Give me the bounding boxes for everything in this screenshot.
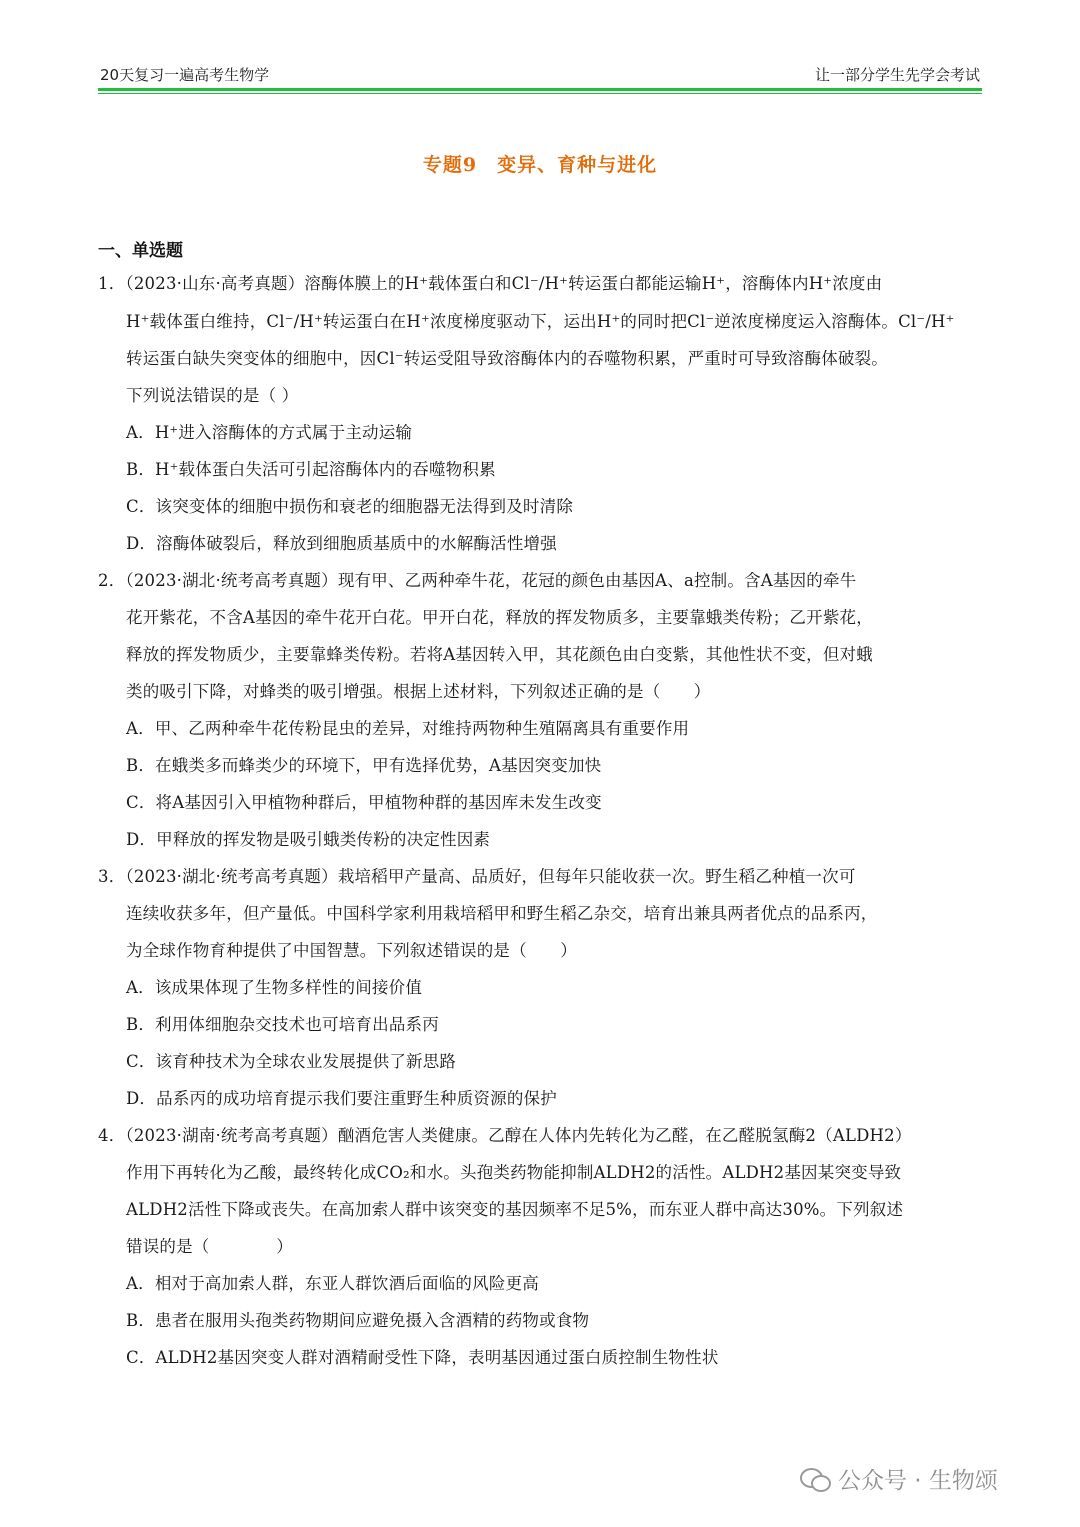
page-title: 专题9 变异、育种与进化 [422,154,658,176]
question-3-option-d: D．品系丙的成功培育提示我们要注重野生种质资源的保护 [126,1089,557,1108]
wechat-icon [800,1466,830,1492]
question-2-option-d: D．甲释放的挥发物是吸引蛾类传粉的决定性因素 [126,830,491,849]
question-4-option-b: B．患者在服用头孢类药物期间应避免摄入含酒精的药物或食物 [126,1311,590,1330]
question-4-line-3: ALDH2活性下降或丧失。在高加索人群中该突变的基因频率不足5%，而东亚人群中高达30%。下列叙述 [126,1200,904,1219]
question-2-option-b: B．在蛾类多而蜂类少的环境下，甲有选择优势，A基因突变加快 [126,756,602,775]
question-1-line-1: 1．（2023·山东·高考真题）溶酶体膜上的H⁺载体蛋白和Cl⁻/H⁺转运蛋白都能运输H⁺，溶酶体内H⁺浓度由 [98,274,883,293]
header-divider [98,88,982,91]
section-heading: 一、单选题 [98,241,183,261]
question-1-option-a: A．H⁺进入溶酶体的方式属于主动运输 [126,423,413,442]
question-2-line-2: 花开紫花，不含A基因的牵牛花开白花。甲开白花，释放的挥发物质多，主要靠蛾类传粉；乙开紫花， [126,608,873,627]
header-divider-thin [98,93,982,94]
question-3-option-c: C．该育种技术为全球农业发展提供了新思路 [126,1052,457,1071]
question-1-line-4: 下列说法错误的是（ ） [126,386,299,405]
question-4-line-4: 错误的是（ ） [126,1237,293,1256]
page-header [98,62,982,90]
question-4-line-2: 作用下再转化为乙酸，最终转化成CO₂和水。头孢类药物能抑制ALDH2的活性。ALDH2基因某突变导致 [126,1163,902,1182]
watermark [800,1462,998,1495]
question-4-line-1: 4．（2023·湖南·统考高考真题）酗酒危害人类健康。乙醇在人体内先转化为乙醛，在乙醛脱氢酶2（ALDH2） [98,1126,912,1145]
header-left-text: 20天复习一遍高考生物学 [100,66,270,84]
question-2-line-3: 释放的挥发物质少，主要靠蜂类传粉。若将A基因转入甲，其花颜色由白变紫，其他性状不变，但对蛾 [126,645,873,664]
question-4-option-a: A．相对于高加索人群，东亚人群饮酒后面临的风险更高 [126,1274,539,1293]
question-1-line-2: H⁺载体蛋白维持，Cl⁻/H⁺转运蛋白在H⁺浓度梯度驱动下，运出H⁺的同时把Cl⁻逆浓度梯度运入溶酶体。Cl⁻/H⁺ [126,312,955,331]
question-1-option-c: C．该突变体的细胞中损伤和衰老的细胞器无法得到及时清除 [126,497,574,516]
question-3-line-2: 连续收获多年，但产量低。中国科学家利用栽培稻甲和野生稻乙杂交，培育出兼具两者优点的品系丙， [126,904,878,923]
question-1-line-3: 转运蛋白缺失突变体的细胞中，因Cl⁻转运受阻导致溶酶体内的吞噬物积累，严重时可导致溶酶体破裂。 [126,349,889,368]
question-2-line-4: 类的吸引下降，对蜂类的吸引增强。根据上述材料，下列叙述正确的是（ ） [126,682,711,701]
watermark-text: 公众号 · 生物颂 [838,1468,998,1494]
header-right-text: 让一部分学生先学会考试 [814,66,980,84]
question-3-option-b: B．利用体细胞杂交技术也可培育出品系丙 [126,1015,439,1034]
question-3-line-1: 3．（2023·湖北·统考高考真题）栽培稻甲产量高、品质好，但每年只能收获一次。野生稻乙种植一次可 [98,867,856,886]
question-2-line-1: 2．（2023·湖北·统考高考真题）现有甲、乙两种牵牛花，花冠的颜色由基因A、a控制。含A基因的牵牛 [98,571,857,590]
question-4-option-c: C．ALDH2基因突变人群对酒精耐受性下降，表明基因通过蛋白质控制生物性状 [126,1348,719,1367]
question-3-line-3: 为全球作物育种提供了中国智慧。下列叙述错误的是（ ） [126,941,577,960]
question-1-option-d: D．溶酶体破裂后，释放到细胞质基质中的水解酶活性增强 [126,534,557,553]
question-1-option-b: B．H⁺载体蛋白失活可引起溶酶体内的吞噬物积累 [126,460,496,479]
question-2-option-c: C．将A基因引入甲植物种群后，甲植物种群的基因库未发生改变 [126,793,602,812]
question-2-option-a: A．甲、乙两种牵牛花传粉昆虫的差异，对维持两物种生殖隔离具有重要作用 [126,719,690,738]
question-3-option-a: A．该成果体现了生物多样性的间接价值 [126,978,423,997]
